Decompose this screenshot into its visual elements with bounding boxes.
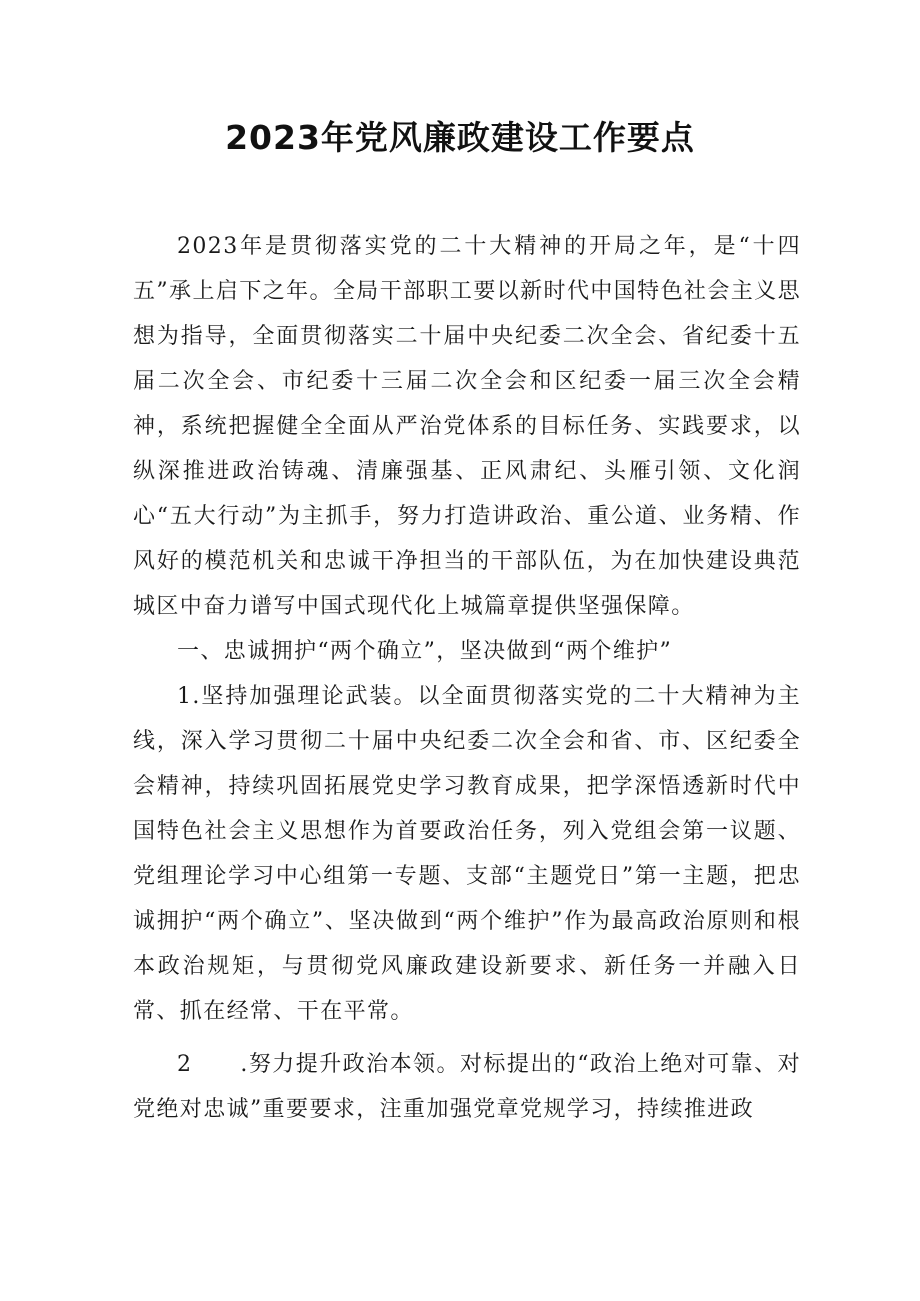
intro-paragraph: 2023年是贯彻落实党的二十大精神的开局之年，是“十四五”承上启下之年。全局干部职工要以新时代中国特色社会主义思想为指导，全面贯彻落实二十届中央纪委二次全会、省纪委十五届二次全会、市纪委十三届二次全会和区纪委一届三次全会精神，系统把握健全全面从严治党体系的目标任务、实践要求，以纵深推进政治铸魂、清廉强基、正风肃纪、头雁引领、文化润心“五大行动”为主抓手，努力打造讲政治、重公道、业务精、作风好的模范机关和忠诚干净担当的干部队伍，为在加快建设典范城区中奋力谱写中国式现代化上城篇章提供坚强保障。 bbox=[133, 234, 801, 619]
document-body bbox=[133, 224, 801, 1132]
item-2-paragraph bbox=[133, 1042, 801, 1132]
item-2-text: .努力提升政治本领。对标提出的“政治上绝对可靠、对党绝对忠诚”重要要求，注重加强党章党规学习，持续推进政 bbox=[133, 1052, 801, 1122]
item-2-number: 2 bbox=[177, 1052, 193, 1077]
document-title: 2023年党风廉政建设工作要点 bbox=[225, 118, 695, 157]
section-heading-1: 一、忠诚拥护“两个确立”，坚决做到“两个维护” bbox=[177, 639, 673, 664]
item-1-paragraph: 1.坚持加强理论武装。以全面贯彻落实党的二十大精神为主线，深入学习贯彻二十届中央纪委二次全会和省、市、区纪委全会精神，持续巩固拓展党史学习教育成果，把学深悟透新时代中国特色社会主义思想作为首要政治任务，列入党组会第一议题、党组理论学习中心组第一专题、支部“主题党日”第一主题，把忠诚拥护“两个确立”、坚决做到“两个维护”作为最高政治原则和根本政治规矩，与贯彻党风廉政建设新要求、新任务一并融入日常、抓在经常、干在平常。 bbox=[133, 684, 801, 1024]
